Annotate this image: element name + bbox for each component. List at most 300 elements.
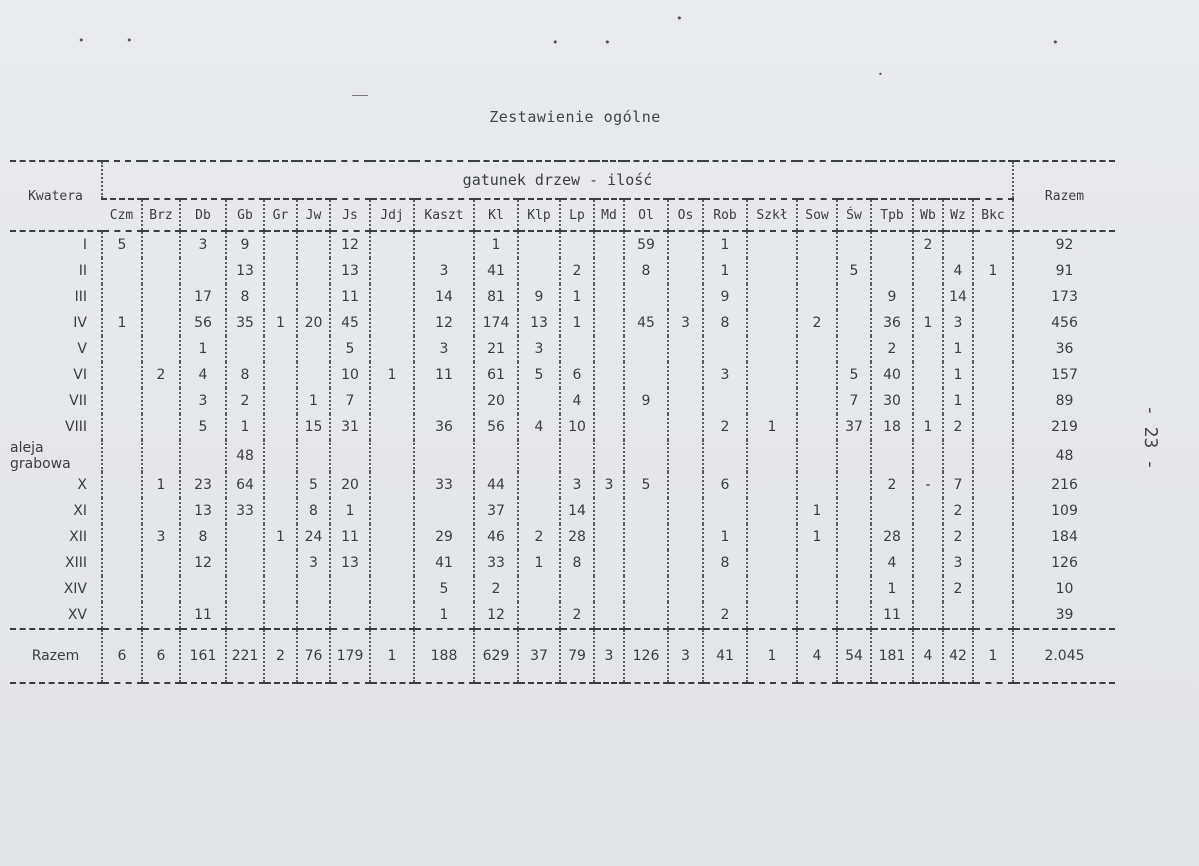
count-cell (560, 576, 594, 602)
count-cell: 48 (226, 440, 264, 472)
row-total-cell: 219 (1013, 414, 1115, 440)
table-row (10, 284, 1115, 310)
count-cell: 8 (624, 258, 668, 284)
page-title: Zestawienie ogólne (489, 108, 661, 126)
count-cell (973, 524, 1013, 550)
count-cell (330, 576, 370, 602)
count-cell: 18 (871, 414, 913, 440)
count-cell: 3 (180, 388, 226, 414)
count-cell (297, 576, 330, 602)
count-cell (668, 231, 703, 258)
count-cell (913, 524, 943, 550)
total-cell: 1 (973, 629, 1013, 683)
row-total-cell: 109 (1013, 498, 1115, 524)
count-cell (264, 284, 297, 310)
count-cell: 46 (474, 524, 518, 550)
count-cell: 28 (560, 524, 594, 550)
count-cell (474, 440, 518, 472)
table-row (10, 550, 1115, 576)
count-cell (913, 388, 943, 414)
count-cell: 29 (414, 524, 474, 550)
count-cell: 3 (943, 310, 973, 336)
table-row (10, 414, 1115, 440)
punch-mark: • (1052, 36, 1059, 49)
count-cell: 1 (560, 310, 594, 336)
count-cell (560, 440, 594, 472)
count-cell: 9 (518, 284, 560, 310)
count-cell (668, 284, 703, 310)
count-cell (560, 336, 594, 362)
row-total-cell: 173 (1013, 284, 1115, 310)
count-cell (297, 440, 330, 472)
count-cell (180, 258, 226, 284)
count-cell (594, 362, 624, 388)
kwatera-cell: XIV (63, 581, 87, 597)
count-cell (624, 576, 668, 602)
count-cell (594, 602, 624, 629)
count-cell (624, 602, 668, 629)
count-cell: 6 (560, 362, 594, 388)
kwatera-cell: aleja grabowa (10, 440, 71, 472)
count-cell: 2 (560, 602, 594, 629)
count-cell (264, 231, 297, 258)
count-cell (264, 258, 297, 284)
count-cell: 10 (330, 362, 370, 388)
count-cell (102, 576, 142, 602)
count-cell: 1 (913, 310, 943, 336)
count-cell (973, 602, 1013, 629)
count-cell (703, 576, 747, 602)
count-cell (370, 258, 414, 284)
table-row (10, 472, 1115, 498)
row-total-cell: 456 (1013, 310, 1115, 336)
page-number: - 23 - (1140, 405, 1161, 471)
count-cell (594, 498, 624, 524)
count-cell (624, 284, 668, 310)
count-cell (102, 440, 142, 472)
count-cell (297, 602, 330, 629)
count-cell (943, 602, 973, 629)
count-cell: 2 (142, 362, 180, 388)
species-header-klp: Klp (518, 199, 560, 231)
kwatera-cell: XII (69, 529, 87, 545)
count-cell (102, 388, 142, 414)
count-cell: 1 (943, 388, 973, 414)
count-cell (594, 258, 624, 284)
count-cell: 2 (943, 498, 973, 524)
count-cell: 1 (703, 258, 747, 284)
punch-mark: • (878, 70, 883, 79)
kwatera-cell: X (77, 477, 87, 493)
total-cell: 37 (518, 629, 560, 683)
count-cell (703, 336, 747, 362)
count-cell (560, 231, 594, 258)
count-cell: 12 (180, 550, 226, 576)
count-cell: 24 (297, 524, 330, 550)
count-cell (594, 550, 624, 576)
total-cell: 76 (297, 629, 330, 683)
total-cell: 6 (102, 629, 142, 683)
count-cell (837, 336, 871, 362)
count-cell (871, 258, 913, 284)
count-cell: 3 (142, 524, 180, 550)
count-cell: 11 (180, 602, 226, 629)
count-cell (370, 336, 414, 362)
count-cell: 1 (180, 336, 226, 362)
count-cell (594, 336, 624, 362)
count-cell: 23 (180, 472, 226, 498)
count-cell: 1 (703, 231, 747, 258)
species-header-ol: Ol (624, 199, 668, 231)
count-cell: 13 (180, 498, 226, 524)
count-cell: 8 (226, 284, 264, 310)
count-cell (414, 498, 474, 524)
count-cell: 2 (943, 576, 973, 602)
species-header-czm: Czm (102, 199, 142, 231)
species-header-wz: Wz (943, 199, 973, 231)
count-cell: 2 (913, 231, 943, 258)
count-cell (747, 310, 797, 336)
count-cell: 20 (474, 388, 518, 414)
row-total-cell: 216 (1013, 472, 1115, 498)
count-cell: 8 (703, 550, 747, 576)
count-cell (594, 310, 624, 336)
count-cell: 1 (560, 284, 594, 310)
count-cell: 14 (943, 284, 973, 310)
count-cell (668, 336, 703, 362)
count-cell: 33 (226, 498, 264, 524)
total-cell: 79 (560, 629, 594, 683)
punch-mark: • (604, 36, 611, 49)
count-cell: 9 (703, 284, 747, 310)
row-total-cell: 92 (1013, 231, 1115, 258)
species-header-lp: Lp (560, 199, 594, 231)
count-cell (837, 576, 871, 602)
count-cell: 8 (297, 498, 330, 524)
count-cell (797, 472, 837, 498)
count-cell (747, 440, 797, 472)
count-cell (668, 258, 703, 284)
count-cell (624, 498, 668, 524)
count-cell (837, 231, 871, 258)
count-cell (668, 440, 703, 472)
count-cell (518, 231, 560, 258)
total-cell: 1 (370, 629, 414, 683)
count-cell (973, 310, 1013, 336)
count-cell (797, 388, 837, 414)
count-cell (594, 576, 624, 602)
count-cell: 11 (414, 362, 474, 388)
count-cell: 56 (474, 414, 518, 440)
count-cell: 2 (871, 472, 913, 498)
count-cell: 1 (797, 524, 837, 550)
species-header-brz: Brz (142, 199, 180, 231)
row-total-cell: 89 (1013, 388, 1115, 414)
count-cell (747, 576, 797, 602)
punch-mark: • (126, 34, 133, 47)
count-cell: 4 (560, 388, 594, 414)
total-cell: 1 (747, 629, 797, 683)
count-cell: 1 (370, 362, 414, 388)
total-cell: 179 (330, 629, 370, 683)
species-header-gr: Gr (264, 199, 297, 231)
count-cell (102, 258, 142, 284)
count-cell (370, 310, 414, 336)
count-cell (747, 524, 797, 550)
punch-mark: • (676, 12, 683, 25)
count-cell: 174 (474, 310, 518, 336)
count-cell: 13 (330, 550, 370, 576)
count-cell: 35 (226, 310, 264, 336)
count-cell: 11 (871, 602, 913, 629)
count-cell (264, 550, 297, 576)
count-cell (797, 602, 837, 629)
count-cell (797, 576, 837, 602)
species-header-szkł: Szkł (747, 199, 797, 231)
count-cell: 2 (703, 602, 747, 629)
species-header-os: Os (668, 199, 703, 231)
count-cell (102, 284, 142, 310)
count-cell (102, 498, 142, 524)
count-cell: 64 (226, 472, 264, 498)
count-cell: 2 (797, 310, 837, 336)
total-cell: 6 (142, 629, 180, 683)
count-cell: 3 (560, 472, 594, 498)
count-cell: 1 (264, 524, 297, 550)
count-cell (142, 336, 180, 362)
count-cell: 1 (973, 258, 1013, 284)
count-cell (747, 362, 797, 388)
count-cell (264, 362, 297, 388)
row-total-cell: 126 (1013, 550, 1115, 576)
count-cell: 2 (943, 524, 973, 550)
count-cell (624, 362, 668, 388)
count-cell: 3 (180, 231, 226, 258)
count-cell (370, 602, 414, 629)
count-cell: 1 (330, 498, 370, 524)
count-cell (226, 336, 264, 362)
total-cell: 3 (668, 629, 703, 683)
count-cell: 1 (297, 388, 330, 414)
count-cell (518, 576, 560, 602)
species-header-tpb: Tpb (871, 199, 913, 231)
count-cell (837, 310, 871, 336)
count-cell: 36 (414, 414, 474, 440)
count-cell: 5 (518, 362, 560, 388)
count-cell (518, 472, 560, 498)
count-cell: 37 (837, 414, 871, 440)
kwatera-cell: XI (73, 503, 87, 519)
count-cell: 2 (226, 388, 264, 414)
total-cell: 3 (594, 629, 624, 683)
count-cell (913, 258, 943, 284)
kwatera-cell: I (10, 231, 102, 258)
grand-total-cell: 2.045 (1013, 629, 1115, 683)
count-cell: 5 (180, 414, 226, 440)
total-label: Razem (10, 629, 102, 683)
count-cell (264, 472, 297, 498)
count-cell (668, 602, 703, 629)
count-cell: 40 (871, 362, 913, 388)
count-cell (370, 524, 414, 550)
count-cell: 21 (474, 336, 518, 362)
count-cell: 33 (414, 472, 474, 498)
count-cell: 1 (913, 414, 943, 440)
count-cell: 9 (226, 231, 264, 258)
count-cell: 8 (560, 550, 594, 576)
count-cell: 3 (668, 310, 703, 336)
count-cell (973, 498, 1013, 524)
count-cell (797, 258, 837, 284)
count-cell (797, 550, 837, 576)
table-row (10, 498, 1115, 524)
table-row (10, 310, 1115, 336)
count-cell: 61 (474, 362, 518, 388)
count-cell: 33 (474, 550, 518, 576)
count-cell: 12 (474, 602, 518, 629)
count-cell: 81 (474, 284, 518, 310)
count-cell (370, 472, 414, 498)
punch-mark: • (552, 36, 559, 49)
count-cell (226, 576, 264, 602)
count-cell (142, 550, 180, 576)
count-cell: - (913, 472, 943, 498)
stray-dash (352, 95, 368, 96)
count-cell (142, 576, 180, 602)
count-cell (837, 284, 871, 310)
count-cell (264, 440, 297, 472)
table-row (10, 602, 1115, 629)
count-cell: 5 (624, 472, 668, 498)
species-header-js: Js (330, 199, 370, 231)
count-cell (180, 576, 226, 602)
species-group-header: gatunek drzew - ilość (102, 161, 1013, 199)
count-cell: 2 (943, 414, 973, 440)
count-cell: 8 (703, 310, 747, 336)
count-cell (797, 362, 837, 388)
count-cell (142, 602, 180, 629)
count-cell (913, 284, 943, 310)
table-row (10, 231, 1115, 258)
count-cell: 3 (943, 550, 973, 576)
count-cell: 8 (226, 362, 264, 388)
kwatera-cell: IV (73, 315, 87, 331)
count-cell (837, 472, 871, 498)
count-cell (973, 414, 1013, 440)
count-cell: 28 (871, 524, 913, 550)
count-cell: 1 (943, 336, 973, 362)
count-cell: 3 (414, 336, 474, 362)
table-row (10, 388, 1115, 414)
count-cell (913, 336, 943, 362)
count-cell (518, 388, 560, 414)
count-cell (142, 440, 180, 472)
count-cell: 5 (297, 472, 330, 498)
count-cell: 1 (142, 472, 180, 498)
total-cell: 2 (264, 629, 297, 683)
count-cell (913, 602, 943, 629)
count-cell (264, 602, 297, 629)
count-cell (871, 498, 913, 524)
count-cell (297, 284, 330, 310)
count-cell: 7 (943, 472, 973, 498)
count-cell (142, 284, 180, 310)
count-cell (871, 231, 913, 258)
count-cell: 4 (871, 550, 913, 576)
razem-header: Razem (1013, 161, 1115, 231)
count-cell (518, 602, 560, 629)
count-cell (102, 336, 142, 362)
count-cell: 4 (518, 414, 560, 440)
count-cell (264, 336, 297, 362)
row-total-cell: 184 (1013, 524, 1115, 550)
count-cell: 45 (330, 310, 370, 336)
count-cell: 6 (703, 472, 747, 498)
count-cell: 4 (943, 258, 973, 284)
count-cell (913, 550, 943, 576)
count-cell: 1 (747, 414, 797, 440)
kwatera-header: Kwatera (10, 161, 102, 231)
count-cell (747, 602, 797, 629)
count-cell (668, 414, 703, 440)
row-total-cell: 48 (1013, 440, 1115, 472)
count-cell: 17 (180, 284, 226, 310)
count-cell (943, 440, 973, 472)
count-cell: 1 (797, 498, 837, 524)
count-cell (871, 440, 913, 472)
kwatera-cell: VII (69, 393, 87, 409)
count-cell (370, 284, 414, 310)
count-cell: 5 (837, 258, 871, 284)
table-row (10, 524, 1115, 550)
count-cell: 1 (102, 310, 142, 336)
count-cell (747, 472, 797, 498)
count-cell: 12 (414, 310, 474, 336)
count-cell: 59 (624, 231, 668, 258)
species-header-md: Md (594, 199, 624, 231)
count-cell (973, 550, 1013, 576)
species-header-bkc: Bkc (973, 199, 1013, 231)
count-cell: 5 (414, 576, 474, 602)
row-total-cell: 39 (1013, 602, 1115, 629)
count-cell (226, 602, 264, 629)
count-cell: 1 (264, 310, 297, 336)
count-cell: 1 (518, 550, 560, 576)
count-cell (747, 388, 797, 414)
count-cell (913, 498, 943, 524)
row-total-cell: 91 (1013, 258, 1115, 284)
punch-mark: • (78, 34, 85, 47)
count-cell: 2 (474, 576, 518, 602)
count-cell: 41 (414, 550, 474, 576)
count-cell (370, 576, 414, 602)
count-cell: 14 (560, 498, 594, 524)
count-cell (747, 550, 797, 576)
count-cell: 41 (474, 258, 518, 284)
count-cell (973, 576, 1013, 602)
total-cell: 181 (871, 629, 913, 683)
count-cell (913, 362, 943, 388)
count-cell (747, 258, 797, 284)
count-cell (264, 388, 297, 414)
total-cell: 41 (703, 629, 747, 683)
count-cell (330, 602, 370, 629)
count-cell (797, 414, 837, 440)
count-cell (594, 231, 624, 258)
count-cell (370, 498, 414, 524)
count-cell (624, 524, 668, 550)
kwatera-cell: XIII (65, 555, 87, 571)
